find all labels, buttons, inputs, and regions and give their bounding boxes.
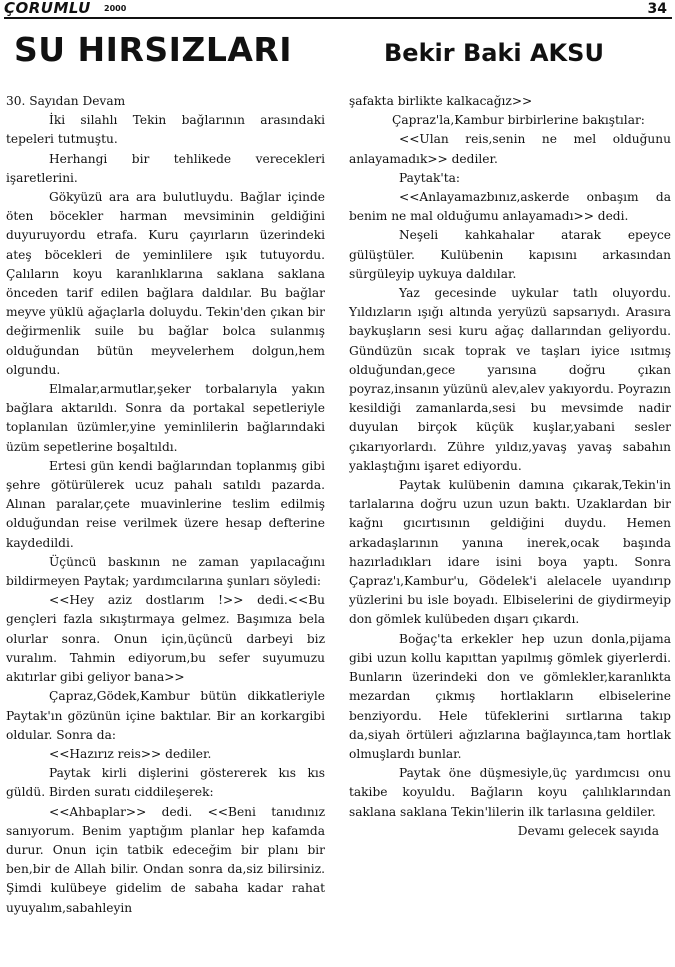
paragraph: Paytak öne düşmesiyle,üç yardımcısı onu takibe koyuldu. Bağların koyu çalılıklarından saklana saklana Tekin'lilerin ilk tarlasına geldiler. [349,766,671,819]
paragraph: Yaz gecesinde uykular tatlı oluyordu. Yıldızların ışığı altında yeryüzü sapsarıydı. Arasıra baykuşların sesi kuru ağaç dallarından geliyordu. Gündüzün sıcak toprak ve taşları iyice ısıtmış olduğundan,gece yarısına doğru çıkan poyraz,insanın yüzünü alev,alev yakıyordu. Poyrazın kesildiği zamanlarda,sesi bu mevsimde nadir duyulan birçok küçük kuşlar,yabani sesler çıkarıyorlardı. Zühre yıldız,yavaş yavaş sabahın yaklaştığını işaret ediyordu. [349,286,671,473]
paragraph: <<Hey aziz dostlarım !>> dedi.<<Bu gençleri fazla sıkıştırmaya gelmez. Başımıza bela olurlar sonra. Onun için,üçüncü darbeyi biz vuralım. Tahmin ediyorum,bu sefer suyumuzu akıtırlar gibi geliyor bana>> [6,593,325,685]
paragraph: Paytak kulübenin damına çıkarak,Tekin'in tarlalarına doğru uzun uzun baktı. Uzaklardan bir kağnı gıcırtısının geldiğini duydu. Hemen arkadaşlarının yanına inerek,ocak başında hazırladıkları idare isini boya yaptı. Sonra Çapraz'ı,Kambur'u, Gödelek'i alelacele uyandırıp yüzlerini bu isle boyadı. Elbiselerini de giydirmeyip don gömlek kulübeden dışarı çıkardı. [349,478,671,627]
paragraph: şafakta birlikte kalkacağız>> [349,94,533,108]
paragraph: Herhangi bir tehlikede verecekleri işaretlerini. [6,151,325,185]
paragraph: Üçüncü baskının ne zaman yapılacağını bildirmeyen Paytak; yardımcılarına şunları söyledi: [6,554,325,589]
paragraph: Paytak kirli dişlerini göstererek kıs kıs güldü. Birden suratı ciddileşerek: [6,766,325,800]
paragraph: Paytak'ta: [399,170,460,185]
article-author: Bekir Baki AKSU [384,39,604,67]
page-header [0,0,675,18]
header-rule [4,17,672,19]
paragraph: <<Ahbaplar>> dedi. <<Beni tanıdınız sanıyorum. Benim yaptığım planlar hep kafamda durur. Onun için tatbik edeceğim bir planı bir ben,bir de Allah bilir. Ondan sonra da,siz bilirsiniz. Şimdi kulübeye gidelim de sabaha kadar rahat uyuyalım,sabahleyin [6,804,325,915]
continued-note: Devamı gelecek sayıda [517,823,659,838]
left-column [6,92,325,918]
paragraph: İki silahlı Tekin bağlarının arasındaki tepeleri tutmuştu. [6,113,325,147]
paragraph: <<Hazırız reis>> dediler. [49,746,212,761]
paragraph: Gökyüzü ara ara bulutluydu. Bağlar içinde öten böcekler harman mevsiminin geldiğini duyuruyordu etrafa. Kuru çayırların üzerindeki ateş böcekleri de yeminlilere ışık tutuyordu. Çalıların koyu karanlıklarına saklana saklana önceden tarif edilen bağlara daldılar. Bu bağlar meyve yüklü ağaçlarla doluydu. Tekin'den çıkan bir değirmenlik suile bu bağlar bolca sulanmış olduğundan bütün meyvelerhem dolgun,hem olgundu. [6,190,325,377]
paragraph: Çapraz,Gödek,Kambur bütün dikkatleriyle Paytak'ın gözünün içine baktılar. Bir an korkargibi oldular. Sonra da: [6,689,325,742]
paragraph: 30. Sayıdan Devam [6,94,126,108]
paragraph: Ertesi gün kendi bağlarından toplanmış gibi şehre götürülerek ucuz pahalı satıldı pazarda. Alınan paralar,çete muavinlerine teslim edilmiş olduğundan reise verilmek üzere hesap defterine kaydedildi. [6,458,325,550]
page-number: 34 [647,1,667,17]
paragraph: Neşeli kahkahalar atarak epeyce gülüştüler. Kulübenin kapısını arkasından sürgüleyip uykuya daldılar. [349,228,671,281]
paragraph: Boğaç'ta erkekler hep uzun donla,pijama gibi uzun kollu kapıttan yapılmış gömlek giyerlerdi. Bunların üzerindeki don ve gömlekler,karanlıkta mezardan çıkmış hortlakların elbiselerine benziyordu. Hele tüfeklerini sırtlarına takıp da,siyah örtüleri ağızlarına bağlayınca,tam hortlak olmuşlardı bunlar. [349,631,671,761]
paragraph: Elmalar,armutlar,şeker torbalarıyla yakın bağlara aktarıldı. Sonra da portakal sepetleriyle toplanılan üzümler,yine yeminlilerin bağlarındaki üzüm sepetlerine boşaltıldı. [6,382,325,454]
paragraph: Çapraz'la,Kambur birbirlerine bakıştılar: [392,113,645,128]
paragraph: <<Ulan reis,senin ne mel olduğunu anlayamadık>> dediler. [349,132,671,166]
issue-year: 2000 [104,4,127,13]
paragraph: <<Anlayamazbınız,askerde onbaşım da benim ne mal olduğumu anlayamadı>> dedi. [349,190,671,224]
article-title: SU HIRSIZLARI [14,30,293,69]
magazine-logo: ÇORUMLU [4,0,91,17]
right-column [349,92,671,841]
